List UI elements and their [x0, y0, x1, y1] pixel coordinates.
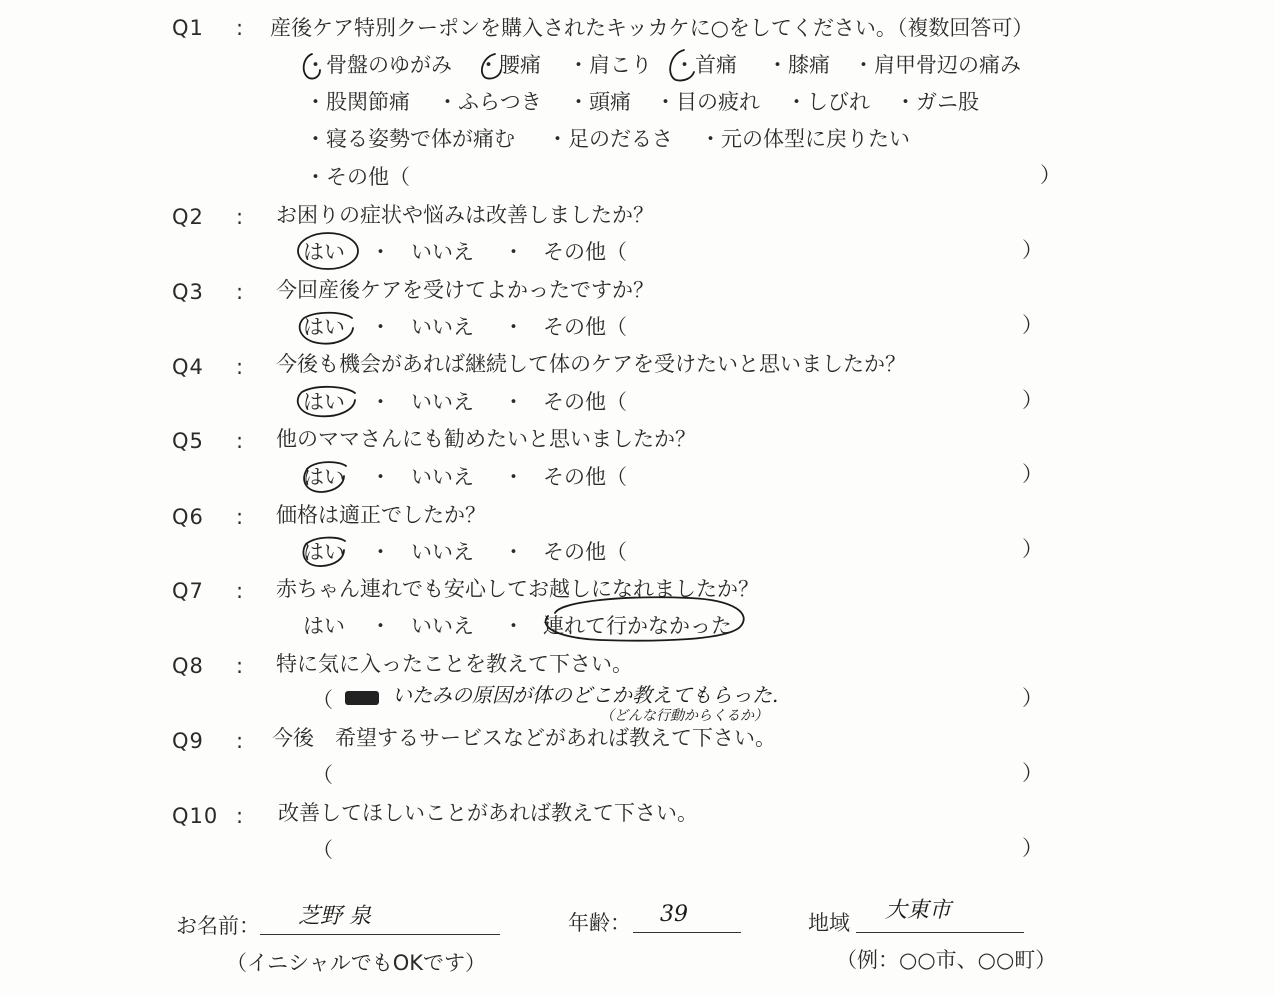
- q4-answer-no[interactable]: いいえ: [411, 390, 474, 414]
- q3-answer-other[interactable]: その他（: [543, 315, 627, 339]
- q5-other-close: ）: [1022, 462, 1043, 486]
- q1-option-bowlegs[interactable]: ・ガニ股: [895, 90, 979, 114]
- q1-other-close: ）: [1040, 163, 1061, 187]
- q5-sep-2: ・: [503, 465, 524, 489]
- q8-question: 特に気に入ったことを教えて下さい。: [276, 652, 633, 676]
- q1-question: 産後ケア特別クーポンを購入されたキッカケに○をしてください。（複数回答可）: [270, 16, 1034, 40]
- q6-label: Q6: [172, 505, 204, 529]
- q8-open-paren: （: [312, 688, 333, 712]
- q2-question: お困りの症状や悩みは改善しましたか？: [276, 203, 654, 227]
- age-label: 年齢：: [568, 911, 631, 935]
- name-note: （イニシャルでもOKです）: [226, 951, 487, 975]
- q4-answer-yes[interactable]: はい: [303, 390, 345, 414]
- q3-question: 今回産後ケアを受けてよかったですか？: [276, 278, 654, 302]
- q4-colon: :: [236, 355, 244, 379]
- q3-answer-yes[interactable]: はい: [303, 315, 345, 339]
- q3-other-close: ）: [1022, 313, 1043, 337]
- q7-answer-yes[interactable]: はい: [303, 614, 345, 638]
- q1-option-other[interactable]: ・その他（: [305, 165, 410, 189]
- q6-answer-other[interactable]: その他（: [543, 540, 627, 564]
- q10-question: 改善してほしいことがあれば教えて下さい。: [278, 801, 698, 825]
- q4-label: Q4: [172, 355, 204, 379]
- q1-colon: :: [236, 16, 244, 40]
- q2-answer-yes[interactable]: はい: [303, 240, 345, 264]
- q4-answer-other[interactable]: その他（: [543, 390, 627, 414]
- q6-answer-yes[interactable]: はい: [303, 540, 345, 564]
- q3-answer-no[interactable]: いいえ: [411, 315, 474, 339]
- q10-open-paren[interactable]: （: [312, 838, 333, 862]
- q5-answer-yes[interactable]: はい: [303, 465, 345, 489]
- q8-close-paren: ）: [1022, 686, 1043, 710]
- q6-question: 価格は適正でしたか？: [276, 503, 486, 527]
- q9-question: 今後 希望するサービスなどがあれば教えて下さい。: [272, 726, 776, 750]
- q6-sep-2: ・: [503, 540, 524, 564]
- q7-sep-2: ・: [503, 614, 524, 638]
- q1-option-bodyshape[interactable]: ・元の体型に戻りたい: [700, 127, 910, 151]
- q7-answer-notbrought[interactable]: 連れて行かなかった: [543, 614, 732, 638]
- q2-colon: :: [236, 205, 244, 229]
- area-underline: [856, 932, 1024, 933]
- q5-label: Q5: [172, 429, 204, 453]
- q5-question: 他のママさんにも勧めたいと思いましたか？: [276, 427, 696, 451]
- q10-colon: :: [236, 804, 244, 828]
- q7-answer-no[interactable]: いいえ: [411, 614, 474, 638]
- q2-other-close: ）: [1022, 238, 1043, 262]
- q8-label: Q8: [172, 654, 204, 678]
- q7-label: Q7: [172, 579, 204, 603]
- age-value[interactable]: 39: [660, 902, 688, 927]
- q10-label: Q10: [172, 804, 219, 828]
- q1-option-scapula[interactable]: ・肩甲骨辺の痛み: [853, 53, 1021, 77]
- q9-colon: :: [236, 729, 244, 753]
- q8-handwritten-note: （どんな行動からくるか）: [600, 708, 768, 724]
- q1-option-neckpain[interactable]: ・首痛: [674, 53, 737, 77]
- q3-sep-1: ・: [370, 315, 391, 339]
- q4-sep-2: ・: [503, 390, 524, 414]
- q9-close-paren: ）: [1022, 761, 1043, 785]
- q3-colon: :: [236, 280, 244, 304]
- q7-sep-1: ・: [370, 614, 391, 638]
- q10-close-paren: ）: [1022, 836, 1043, 860]
- q1-option-hipjoint[interactable]: ・股関節痛: [305, 90, 410, 114]
- q1-option-legfatigue[interactable]: ・足のだるさ: [547, 127, 673, 151]
- q1-option-headache[interactable]: ・頭痛: [568, 90, 631, 114]
- name-label: お名前：: [176, 914, 260, 938]
- q8-scribble: [345, 691, 379, 705]
- q2-answer-no[interactable]: いいえ: [411, 240, 474, 264]
- q1-option-dizzy[interactable]: ・ふらつき: [437, 90, 542, 114]
- q2-answer-other[interactable]: その他（: [543, 240, 627, 264]
- q5-colon: :: [236, 429, 244, 453]
- q6-sep-1: ・: [370, 540, 391, 564]
- q1-option-pelvis[interactable]: ・骨盤のゆがみ: [305, 53, 452, 77]
- area-note: （例：○○市、○○町）: [836, 948, 1057, 972]
- q5-answer-other[interactable]: その他（: [543, 465, 627, 489]
- q1-option-backpain[interactable]: ・腰痛: [478, 53, 541, 77]
- q8-handwritten-answer[interactable]: いたみの原因が体のどこか教えてもらった.: [392, 683, 779, 707]
- q6-colon: :: [236, 505, 244, 529]
- area-label: 地域: [808, 911, 850, 935]
- q1-option-eyestrain[interactable]: ・目の疲れ: [655, 90, 760, 114]
- name-value[interactable]: 芝野 泉: [298, 904, 371, 929]
- q7-colon: :: [236, 579, 244, 603]
- q3-sep-2: ・: [503, 315, 524, 339]
- age-underline: [633, 932, 741, 933]
- q1-option-kneepain[interactable]: ・膝痛: [767, 53, 830, 77]
- q1-option-sleeppain[interactable]: ・寝る姿勢で体が痛む: [305, 127, 515, 151]
- q5-sep-1: ・: [370, 465, 391, 489]
- area-value[interactable]: 大東市: [885, 898, 952, 923]
- q2-sep-2: ・: [503, 240, 524, 264]
- q9-label: Q9: [172, 729, 204, 753]
- q1-option-stiffshoulder[interactable]: ・肩こり: [568, 53, 652, 77]
- q4-other-close: ）: [1022, 388, 1043, 412]
- q2-sep-1: ・: [370, 240, 391, 264]
- q6-answer-no[interactable]: いいえ: [411, 540, 474, 564]
- q4-sep-1: ・: [370, 390, 391, 414]
- q3-label: Q3: [172, 280, 204, 304]
- q2-label: Q2: [172, 205, 204, 229]
- q9-open-paren[interactable]: （: [312, 763, 333, 787]
- name-underline: [260, 934, 500, 935]
- q8-colon: :: [236, 654, 244, 678]
- q6-other-close: ）: [1022, 537, 1043, 561]
- q1-label: Q1: [172, 16, 204, 40]
- q4-question: 今後も機会があれば継続して体のケアを受けたいと思いましたか？: [276, 352, 906, 376]
- q7-question: 赤ちゃん連れでも安心してお越しになれましたか？: [276, 577, 759, 601]
- q5-answer-no[interactable]: いいえ: [411, 465, 474, 489]
- q1-option-numbness[interactable]: ・しびれ: [786, 90, 870, 114]
